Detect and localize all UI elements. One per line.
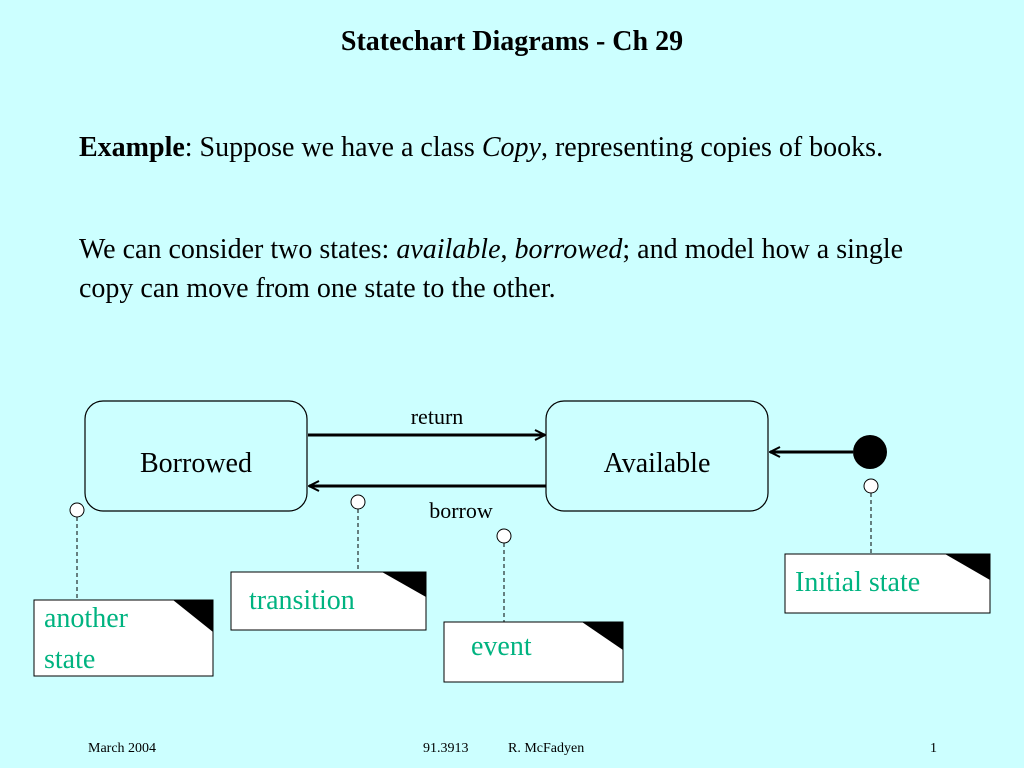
note-transition-label: transition xyxy=(249,585,355,616)
class-name-copy: Copy xyxy=(481,132,541,163)
note-another-state xyxy=(34,600,213,676)
footer-course: 91.3913 xyxy=(423,741,469,756)
state-available-word: available xyxy=(396,234,501,265)
event-return-label: return xyxy=(410,404,464,429)
footer-date: March 2004 xyxy=(88,741,157,756)
state-borrowed xyxy=(85,401,307,511)
states-text-2: ; and model how a single copy can move from one state to the other. xyxy=(79,234,904,304)
example-text-2: , representing copies of books. xyxy=(540,132,884,163)
state-borrowed-word: borrowed xyxy=(514,234,623,265)
anchor-transition xyxy=(351,495,365,509)
example-text-1: : Suppose we have a class xyxy=(184,132,482,163)
note-event xyxy=(444,622,623,682)
anchor-event xyxy=(497,529,511,543)
note-state-label: state xyxy=(44,644,96,675)
state-available-label: Available xyxy=(603,448,711,479)
anchor-initial-state xyxy=(864,479,878,493)
states-sep: , xyxy=(500,234,515,265)
state-available xyxy=(546,401,768,511)
initial-state-dot xyxy=(853,435,887,469)
footer-page-number: 1 xyxy=(930,741,937,756)
states-text-1: We can consider two states: xyxy=(79,234,397,265)
note-transition xyxy=(231,572,426,630)
slide-title: Statechart Diagrams - Ch 29 xyxy=(340,26,684,57)
note-event-label: event xyxy=(471,631,532,662)
state-borrowed-label: Borrowed xyxy=(140,448,252,479)
note-initial-state-label: Initial state xyxy=(795,567,921,598)
footer-author: R. McFadyen xyxy=(508,741,585,756)
example-lead: Example xyxy=(79,132,185,163)
anchor-another-state xyxy=(70,503,84,517)
event-borrow-label: borrow xyxy=(429,498,493,523)
note-another-label: another xyxy=(44,603,128,634)
note-initial-state xyxy=(785,554,990,613)
